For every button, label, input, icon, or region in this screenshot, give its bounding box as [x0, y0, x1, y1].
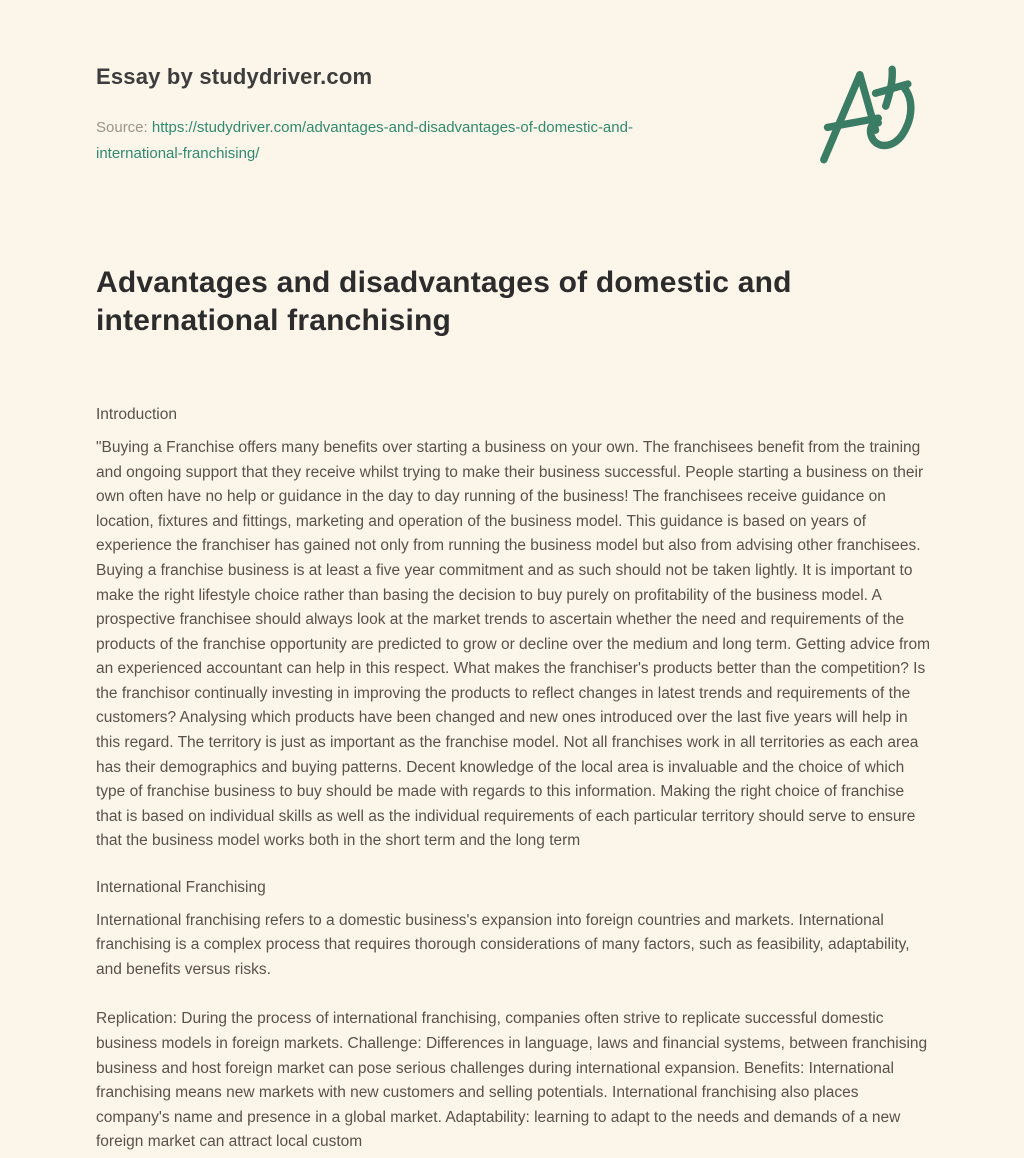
a-plus-logo-icon	[814, 60, 926, 180]
header-text-block	[96, 64, 716, 167]
body-paragraph: "Buying a Franchise offers many benefits over starting a business on your own. The franchisees benefit from the training and ongoing support that they receive whilst trying to make their business successful. People starting a business on their own often have no help or guidance in the day to day running of the business! The franchisees receive guidance on location, fixtures and fittings, marketing and operation of the business model. This guidance is based on years of experience the franchiser has gained not only from running the business model but also from advising other franchisees. Buying a franchise business is at least a five year commitment and as such should not be taken lightly. It is important to make the right lifestyle choice rather than basing the decision to buy purely on profitability of the business model. A prospective franchisee should always look at the market trends to ascertain whether the need and requirements of the products of the franchise opportunity are predicted to grow or decline over the medium and long term. Getting advice from an experienced accountant can help in this respect. What makes the franchiser's products better than the competition? Is the franchisor continually investing in improving the products to reflect changes in latest trends and requirements of the customers? Analysing which products have been changed and new ones introduced over the last five years will help in this regard. The territory is just as important as the franchise model. Not all franchises work in all territories as each area has their demographics and buying patterns. Decent knowledge of the local area is invaluable and the choice of which type of franchise business to buy should be made with regards to this information. Making the right choice of franchise that is based on individual skills as well as the individual requirements of each particular territory should serve to ensure that the business model works both in the short term and the long term	[96, 439, 930, 850]
section-introduction	[96, 406, 930, 854]
body-paragraph: International franchising refers to a domestic business's expansion into foreign countries and markets. International franchising is a complex process that requires thorough considerations of many factors, such as feasibility, adaptability, and benefits versus risks.	[96, 911, 910, 978]
body-paragraph: Replication: During the process of international franchising, companies often strive to replicate successful domestic business models in foreign markets. Challenge: Differences in language, laws and financial systems, between franchising business and host foreign market can pose serious challenges during international expansion. Benefits: International franchising means new markets with new customers and selling potentials. International franchising also places company's name and presence in a global market. Adaptability: learning to adapt to the needs and demands of a new foreign market can attract local custom	[96, 1010, 928, 1151]
section-heading: International Franchising	[96, 878, 266, 896]
page-title: Advantages and disadvantages of domestic and international franchising	[96, 266, 792, 338]
page-header	[96, 64, 930, 180]
source-link[interactable]: https://studydriver.com/advantages-and-disadvantages-of-domestic-and-international-franchising/	[96, 119, 633, 163]
section-international-franchising	[96, 879, 930, 1155]
section-heading: Introduction	[96, 406, 177, 424]
essay-by-heading: Essay by studydriver.com	[96, 64, 373, 89]
document-body	[96, 406, 930, 1155]
source-line	[96, 115, 716, 167]
source-label: Source:	[96, 119, 148, 136]
